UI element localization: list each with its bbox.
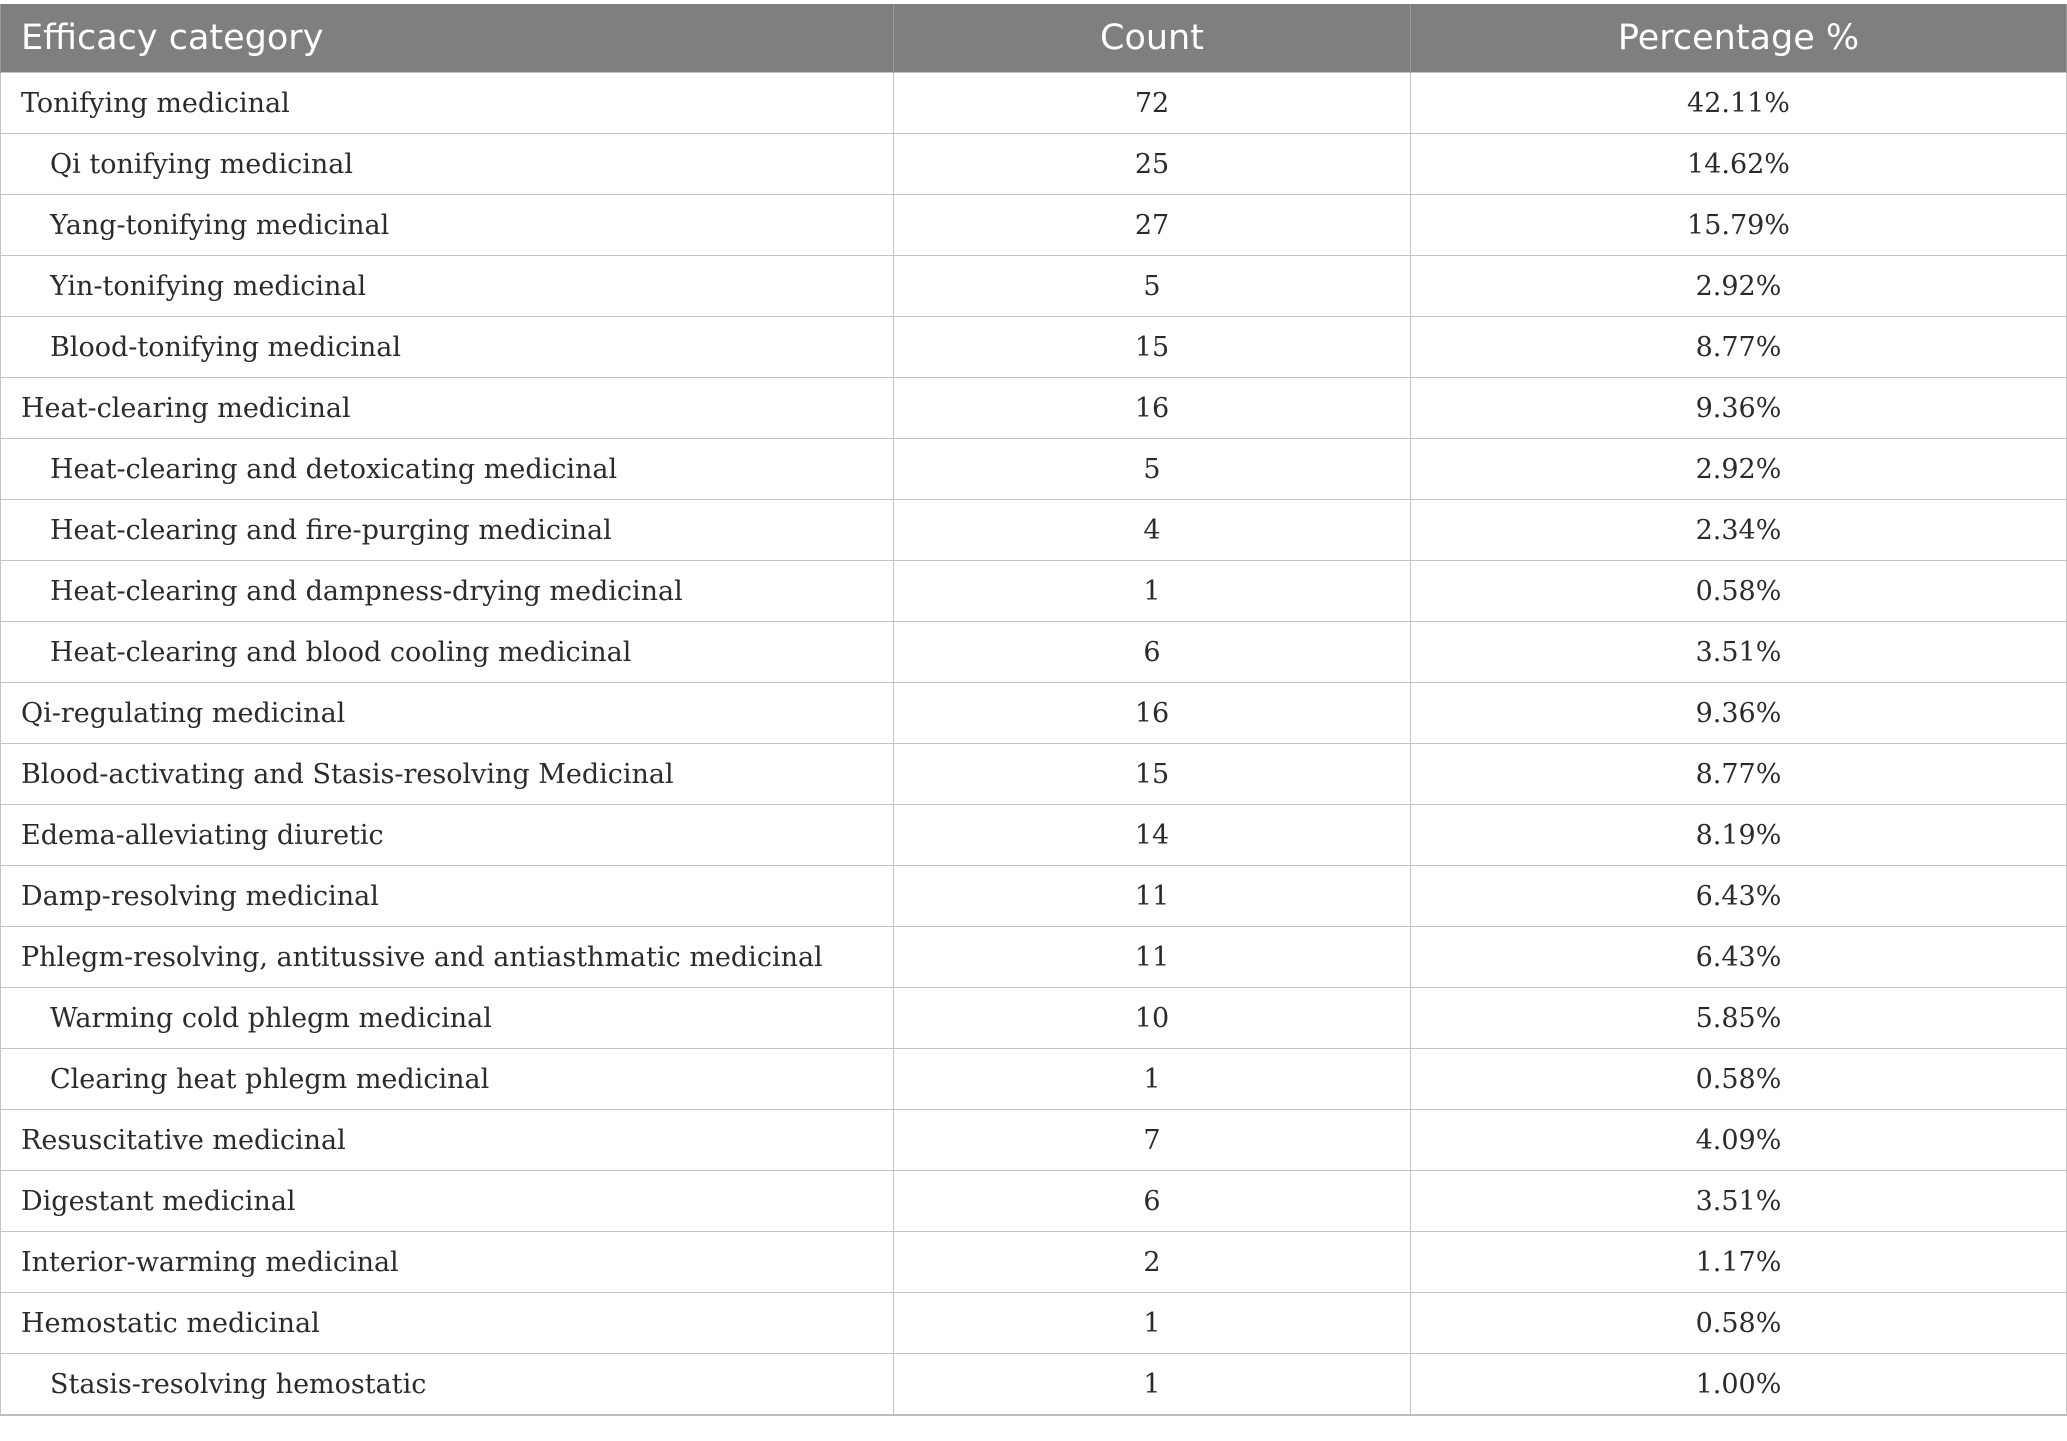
cell-efficacy-category: Blood-tonifying medicinal [1, 317, 894, 378]
cell-percentage: 8.19% [1411, 805, 2067, 866]
table-row [1, 439, 2067, 500]
cell-count: 25 [894, 134, 1411, 195]
cell-efficacy-category: Interior-warming medicinal [1, 1232, 894, 1293]
table-row [1, 561, 2067, 622]
cell-efficacy-category: Stasis-resolving hemostatic [1, 1354, 894, 1416]
header-percentage: Percentage % [1411, 4, 2067, 73]
cell-efficacy-category: Yin-tonifying medicinal [1, 256, 894, 317]
cell-count: 5 [894, 439, 1411, 500]
table-row [1, 805, 2067, 866]
cell-count: 11 [894, 927, 1411, 988]
efficacy-table [0, 4, 2067, 1416]
cell-percentage: 6.43% [1411, 866, 2067, 927]
cell-percentage: 4.09% [1411, 1110, 2067, 1171]
table-row [1, 866, 2067, 927]
table-row [1, 988, 2067, 1049]
cell-count: 6 [894, 622, 1411, 683]
cell-count: 1 [894, 1293, 1411, 1354]
cell-efficacy-category: Hemostatic medicinal [1, 1293, 894, 1354]
cell-count: 72 [894, 73, 1411, 134]
table-row [1, 622, 2067, 683]
table-row [1, 378, 2067, 439]
cell-percentage: 2.92% [1411, 256, 2067, 317]
header-row [1, 4, 2067, 73]
cell-count: 1 [894, 1049, 1411, 1110]
cell-percentage: 14.62% [1411, 134, 2067, 195]
cell-count: 16 [894, 378, 1411, 439]
table-row [1, 1171, 2067, 1232]
cell-efficacy-category: Heat-clearing medicinal [1, 378, 894, 439]
cell-percentage: 6.43% [1411, 927, 2067, 988]
cell-count: 5 [894, 256, 1411, 317]
cell-percentage: 1.00% [1411, 1354, 2067, 1416]
cell-efficacy-category: Heat-clearing and detoxicating medicinal [1, 439, 894, 500]
cell-count: 4 [894, 500, 1411, 561]
cell-percentage: 3.51% [1411, 622, 2067, 683]
table-row [1, 744, 2067, 805]
cell-percentage: 2.92% [1411, 439, 2067, 500]
cell-count: 2 [894, 1232, 1411, 1293]
cell-count: 11 [894, 866, 1411, 927]
cell-efficacy-category: Qi-regulating medicinal [1, 683, 894, 744]
cell-efficacy-category: Heat-clearing and blood cooling medicinal [1, 622, 894, 683]
cell-percentage: 8.77% [1411, 317, 2067, 378]
cell-percentage: 15.79% [1411, 195, 2067, 256]
cell-count: 10 [894, 988, 1411, 1049]
cell-efficacy-category: Blood-activating and Stasis-resolving Medicinal [1, 744, 894, 805]
cell-count: 16 [894, 683, 1411, 744]
cell-efficacy-category: Digestant medicinal [1, 1171, 894, 1232]
cell-percentage: 0.58% [1411, 1049, 2067, 1110]
cell-percentage: 1.17% [1411, 1232, 2067, 1293]
cell-percentage: 5.85% [1411, 988, 2067, 1049]
cell-percentage: 2.34% [1411, 500, 2067, 561]
table-row [1, 317, 2067, 378]
efficacy-table-container [0, 4, 2066, 1416]
cell-percentage: 0.58% [1411, 1293, 2067, 1354]
cell-efficacy-category: Edema-alleviating diuretic [1, 805, 894, 866]
table-row [1, 1110, 2067, 1171]
cell-count: 6 [894, 1171, 1411, 1232]
cell-efficacy-category: Warming cold phlegm medicinal [1, 988, 894, 1049]
table-row [1, 1354, 2067, 1416]
cell-count: 15 [894, 317, 1411, 378]
cell-percentage: 42.11% [1411, 73, 2067, 134]
cell-percentage: 0.58% [1411, 561, 2067, 622]
table-row [1, 73, 2067, 134]
table-row [1, 134, 2067, 195]
cell-count: 1 [894, 1354, 1411, 1416]
cell-count: 1 [894, 561, 1411, 622]
cell-percentage: 9.36% [1411, 683, 2067, 744]
cell-percentage: 3.51% [1411, 1171, 2067, 1232]
table-row [1, 256, 2067, 317]
cell-count: 7 [894, 1110, 1411, 1171]
cell-efficacy-category: Heat-clearing and dampness-drying medicinal [1, 561, 894, 622]
cell-efficacy-category: Tonifying medicinal [1, 73, 894, 134]
cell-percentage: 8.77% [1411, 744, 2067, 805]
cell-efficacy-category: Phlegm-resolving, antitussive and antiasthmatic medicinal [1, 927, 894, 988]
table-row [1, 683, 2067, 744]
table-header [1, 4, 2067, 73]
cell-count: 15 [894, 744, 1411, 805]
header-efficacy-category: Efficacy category [1, 4, 894, 73]
cell-efficacy-category: Clearing heat phlegm medicinal [1, 1049, 894, 1110]
cell-percentage: 9.36% [1411, 378, 2067, 439]
cell-efficacy-category: Damp-resolving medicinal [1, 866, 894, 927]
table-row [1, 1293, 2067, 1354]
cell-efficacy-category: Resuscitative medicinal [1, 1110, 894, 1171]
cell-efficacy-category: Qi tonifying medicinal [1, 134, 894, 195]
cell-count: 14 [894, 805, 1411, 866]
table-body [1, 73, 2067, 1416]
table-row [1, 1232, 2067, 1293]
header-count: Count [894, 4, 1411, 73]
cell-count: 27 [894, 195, 1411, 256]
cell-efficacy-category: Yang-tonifying medicinal [1, 195, 894, 256]
table-row [1, 195, 2067, 256]
cell-efficacy-category: Heat-clearing and fire-purging medicinal [1, 500, 894, 561]
table-row [1, 927, 2067, 988]
table-row [1, 500, 2067, 561]
table-row [1, 1049, 2067, 1110]
